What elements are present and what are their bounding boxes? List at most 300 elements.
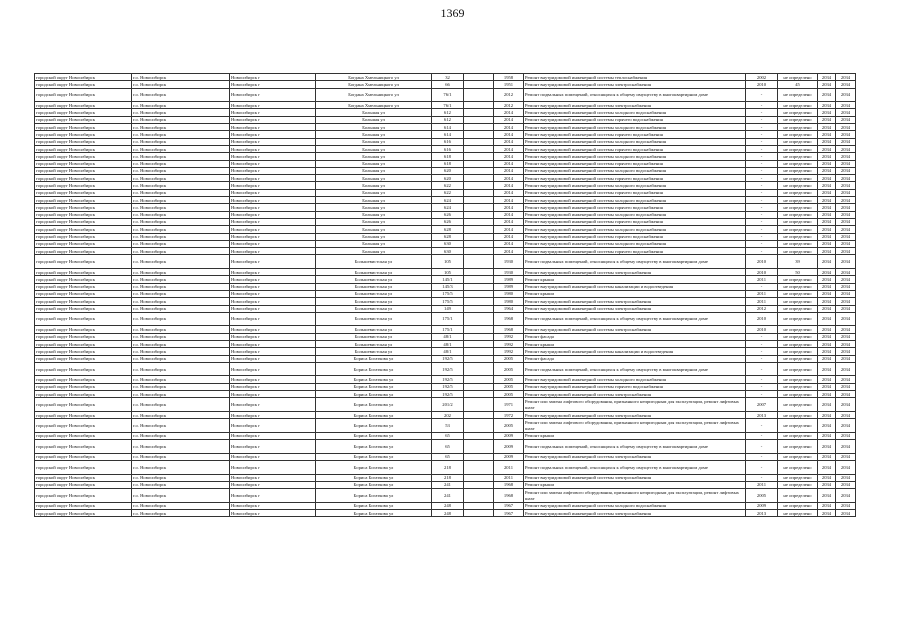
plan-start-cell: 2034 — [818, 312, 836, 326]
plan-end-cell: 2034 — [836, 326, 856, 333]
build-year-cell: 2014 — [494, 248, 524, 255]
last-repair-year-cell: - — [746, 88, 778, 102]
work-type-cell: Ремонт крыши — [524, 432, 746, 439]
plan-start-cell: 2034 — [818, 333, 836, 340]
last-repair-year-cell: - — [746, 145, 778, 152]
plan-end-cell: 2034 — [836, 298, 856, 305]
work-type-cell: Ремонт внутридомовой инженерной системы холодного водоснабжения — [524, 153, 746, 160]
street-cell: Большая ул — [316, 160, 432, 167]
last-repair-year-cell: - — [746, 376, 778, 383]
wear-cell: не определено — [778, 116, 818, 123]
locality-cell: Новосибирск г — [230, 391, 316, 398]
plan-start-cell: 2034 — [818, 510, 836, 517]
table-row — [35, 233, 856, 240]
work-type-cell: Ремонт внутридомовой инженерной системы горячего водоснабжения — [524, 248, 746, 255]
table-row — [35, 145, 856, 152]
build-year-cell: 1967 — [494, 502, 524, 509]
build-year-cell: 2005 — [494, 391, 524, 398]
wear-cell: не определено — [778, 175, 818, 182]
municipality-cell: городской округ Новосибирск — [35, 326, 132, 333]
plan-start-cell: 2034 — [818, 355, 836, 362]
work-type-cell: Ремонт внутридомовой инженерной системы холодного водоснабжения — [524, 502, 746, 509]
house-number-cell: 218 — [432, 461, 464, 475]
work-type-cell: Ремонт крыши — [524, 276, 746, 283]
locality-cell: Новосибирск г — [230, 432, 316, 439]
locality-cell: Новосибирск г — [230, 348, 316, 355]
last-repair-year-cell: 2013 — [746, 411, 778, 418]
district-cell: г.о. Новосибирск — [132, 175, 230, 182]
spacer-cell — [464, 481, 494, 488]
spacer-cell — [464, 474, 494, 481]
plan-start-cell: 2034 — [818, 81, 836, 88]
build-year-cell: 2014 — [494, 124, 524, 131]
plan-start-cell: 2034 — [818, 276, 836, 283]
build-year-cell: 1992 — [494, 333, 524, 340]
build-year-cell: 2005 — [494, 355, 524, 362]
municipality-cell: городской округ Новосибирск — [35, 340, 132, 347]
spacer-cell — [464, 326, 494, 333]
municipality-cell: городской округ Новосибирск — [35, 240, 132, 247]
house-number-cell: 626 — [432, 218, 464, 225]
build-year-cell: 1964 — [494, 305, 524, 312]
house-number-cell: 175/5 — [432, 298, 464, 305]
spacer-cell — [464, 226, 494, 233]
locality-cell: Новосибирск г — [230, 411, 316, 418]
work-type-cell: Ремонт внутридомовой инженерной системы горячего водоснабжения — [524, 189, 746, 196]
locality-cell: Новосибирск г — [230, 355, 316, 362]
work-type-cell: Ремонт подвальных помещений, относящихся к общему имуществу в многоквартирном доме — [524, 88, 746, 102]
spacer-cell — [464, 88, 494, 102]
house-number-cell: 48/1 — [432, 340, 464, 347]
plan-end-cell: 2034 — [836, 145, 856, 152]
house-number-cell: 614 — [432, 131, 464, 138]
plan-end-cell: 2034 — [836, 333, 856, 340]
work-type-cell: Ремонт подвальных помещений, относящихся к общему имуществу в многоквартирном доме — [524, 440, 746, 454]
municipality-cell: городской округ Новосибирск — [35, 312, 132, 326]
locality-cell: Новосибирск г — [230, 276, 316, 283]
locality-cell: Новосибирск г — [230, 160, 316, 167]
spacer-cell — [464, 138, 494, 145]
house-number-cell: 76/1 — [432, 102, 464, 109]
house-number-cell: 612 — [432, 116, 464, 123]
municipality-cell: городской округ Новосибирск — [35, 160, 132, 167]
street-cell: Большевистская ул — [316, 333, 432, 340]
work-type-cell: Ремонт крыши — [524, 481, 746, 488]
build-year-cell: 1968 — [494, 489, 524, 503]
municipality-cell: городской округ Новосибирск — [35, 204, 132, 211]
last-repair-year-cell: - — [746, 175, 778, 182]
build-year-cell: 2014 — [494, 175, 524, 182]
last-repair-year-cell: - — [746, 362, 778, 376]
last-repair-year-cell: 2010 — [746, 269, 778, 276]
plan-end-cell: 2034 — [836, 138, 856, 145]
municipality-cell: городской округ Новосибирск — [35, 440, 132, 454]
locality-cell: Новосибирск г — [230, 248, 316, 255]
municipality-cell: городской округ Новосибирск — [35, 124, 132, 131]
plan-end-cell: 2034 — [836, 461, 856, 475]
plan-end-cell: 2034 — [836, 383, 856, 390]
house-number-cell: 622 — [432, 182, 464, 189]
table-row — [35, 383, 856, 390]
locality-cell: Новосибирск г — [230, 81, 316, 88]
municipality-cell: городской округ Новосибирск — [35, 131, 132, 138]
spacer-cell — [464, 355, 494, 362]
wear-cell: не определено — [778, 276, 818, 283]
plan-end-cell: 2034 — [836, 248, 856, 255]
street-cell: Бориса Богаткова ул — [316, 383, 432, 390]
house-number-cell: 614 — [432, 124, 464, 131]
plan-start-cell: 2034 — [818, 362, 836, 376]
plan-start-cell: 2034 — [818, 376, 836, 383]
locality-cell: Новосибирск г — [230, 283, 316, 290]
street-cell: Бориса Богаткова ул — [316, 510, 432, 517]
locality-cell: Новосибирск г — [230, 153, 316, 160]
street-cell: Большая ул — [316, 182, 432, 189]
plan-start-cell: 2034 — [818, 109, 836, 116]
table-row — [35, 211, 856, 218]
work-type-cell: Ремонт внутридомовой инженерной системы электроснабжения — [524, 474, 746, 481]
table-row — [35, 419, 856, 433]
plan-end-cell: 2034 — [836, 391, 856, 398]
build-year-cell: 2014 — [494, 182, 524, 189]
municipality-cell: городской округ Новосибирск — [35, 218, 132, 225]
municipality-cell: городской округ Новосибирск — [35, 81, 132, 88]
street-cell: Бориса Богаткова ул — [316, 440, 432, 454]
table-row — [35, 248, 856, 255]
build-year-cell: 1989 — [494, 283, 524, 290]
table-row — [35, 88, 856, 102]
spacer-cell — [464, 218, 494, 225]
plan-end-cell: 2034 — [836, 362, 856, 376]
spacer-cell — [464, 290, 494, 297]
wear-cell: не определено — [778, 167, 818, 174]
wear-cell: не определено — [778, 189, 818, 196]
district-cell: г.о. Новосибирск — [132, 116, 230, 123]
work-type-cell: Ремонт внутридомовой инженерной системы электроснабжения — [524, 269, 746, 276]
work-type-cell: Ремонт внутридомовой инженерной системы электроснабжения — [524, 326, 746, 333]
locality-cell: Новосибирск г — [230, 145, 316, 152]
district-cell: г.о. Новосибирск — [132, 362, 230, 376]
spacer-cell — [464, 197, 494, 204]
district-cell: г.о. Новосибирск — [132, 340, 230, 347]
table-row — [35, 489, 856, 503]
house-number-cell: 105 — [432, 255, 464, 269]
table-row — [35, 391, 856, 398]
street-cell: Бориса Богаткова ул — [316, 419, 432, 433]
street-cell: Бориса Богаткова ул — [316, 502, 432, 509]
work-type-cell: Ремонт подвальных помещений, относящихся к общему имуществу в многоквартирном доме — [524, 255, 746, 269]
work-type-cell: Ремонт подвальных помещений, относящихся к общему имуществу в многоквартирном доме — [524, 312, 746, 326]
plan-start-cell: 2034 — [818, 116, 836, 123]
spacer-cell — [464, 283, 494, 290]
street-cell: Большевистская ул — [316, 298, 432, 305]
street-cell: Большая ул — [316, 131, 432, 138]
wear-cell: не определено — [778, 138, 818, 145]
street-cell: Большая ул — [316, 240, 432, 247]
plan-end-cell: 2034 — [836, 453, 856, 460]
table-row — [35, 153, 856, 160]
table-row — [35, 481, 856, 488]
house-number-cell: 149 — [432, 305, 464, 312]
last-repair-year-cell: 2013 — [746, 510, 778, 517]
locality-cell: Новосибирск г — [230, 398, 316, 412]
house-number-cell: 612 — [432, 109, 464, 116]
municipality-cell: городской округ Новосибирск — [35, 391, 132, 398]
last-repair-year-cell: 2010 — [746, 312, 778, 326]
table-row — [35, 355, 856, 362]
wear-cell: не определено — [778, 312, 818, 326]
wear-cell: не определено — [778, 510, 818, 517]
last-repair-year-cell: - — [746, 167, 778, 174]
spacer-cell — [464, 376, 494, 383]
spacer-cell — [464, 131, 494, 138]
spacer-cell — [464, 419, 494, 433]
last-repair-year-cell: - — [746, 474, 778, 481]
district-cell: г.о. Новосибирск — [132, 312, 230, 326]
plan-start-cell: 2034 — [818, 197, 836, 204]
wear-cell: не определено — [778, 283, 818, 290]
house-number-cell: 630 — [432, 240, 464, 247]
district-cell: г.о. Новосибирск — [132, 481, 230, 488]
municipality-cell: городской округ Новосибирск — [35, 474, 132, 481]
work-type-cell: Ремонт внутридомовой инженерной системы горячего водоснабжения — [524, 204, 746, 211]
plan-end-cell: 2034 — [836, 348, 856, 355]
district-cell: г.о. Новосибирск — [132, 440, 230, 454]
work-type-cell: Ремонт внутридомовой инженерной системы холодного водоснабжения — [524, 109, 746, 116]
last-repair-year-cell: - — [746, 138, 778, 145]
municipality-cell: городской округ Новосибирск — [35, 362, 132, 376]
district-cell: г.о. Новосибирск — [132, 290, 230, 297]
table-row — [35, 109, 856, 116]
house-number-cell: 192/5 — [432, 362, 464, 376]
house-number-cell: 241 — [432, 489, 464, 503]
house-number-cell: 48/1 — [432, 333, 464, 340]
last-repair-year-cell: 2009 — [746, 502, 778, 509]
plan-start-cell: 2034 — [818, 298, 836, 305]
street-cell: Большевистская ул — [316, 255, 432, 269]
build-year-cell: 2011 — [494, 474, 524, 481]
locality-cell: Новосибирск г — [230, 383, 316, 390]
municipality-cell: городской округ Новосибирск — [35, 481, 132, 488]
street-cell: Большая ул — [316, 124, 432, 131]
house-number-cell: 175/1 — [432, 312, 464, 326]
district-cell: г.о. Новосибирск — [132, 298, 230, 305]
street-cell: Большая ул — [316, 211, 432, 218]
spacer-cell — [464, 502, 494, 509]
last-repair-year-cell: - — [746, 233, 778, 240]
work-type-cell: Ремонт фасада — [524, 333, 746, 340]
municipality-cell: городской округ Новосибирск — [35, 255, 132, 269]
plan-start-cell: 2034 — [818, 269, 836, 276]
house-number-cell: 624 — [432, 197, 464, 204]
work-type-cell: Ремонт внутридомовой инженерной системы теплоснабжения — [524, 74, 746, 81]
wear-cell: не определено — [778, 502, 818, 509]
last-repair-year-cell: - — [746, 248, 778, 255]
table-row — [35, 312, 856, 326]
locality-cell: Новосибирск г — [230, 109, 316, 116]
plan-end-cell: 2034 — [836, 255, 856, 269]
wear-cell: не определено — [778, 348, 818, 355]
district-cell: г.о. Новосибирск — [132, 88, 230, 102]
last-repair-year-cell: - — [746, 124, 778, 131]
table-row — [35, 240, 856, 247]
work-type-cell: Ремонт внутридомовой инженерной системы горячего водоснабжения — [524, 233, 746, 240]
build-year-cell: 2011 — [494, 461, 524, 475]
spacer-cell — [464, 102, 494, 109]
municipality-cell: городской округ Новосибирск — [35, 461, 132, 475]
last-repair-year-cell: - — [746, 116, 778, 123]
last-repair-year-cell: - — [746, 131, 778, 138]
last-repair-year-cell: - — [746, 432, 778, 439]
plan-end-cell: 2034 — [836, 160, 856, 167]
district-cell: г.о. Новосибирск — [132, 502, 230, 509]
locality-cell: Новосибирск г — [230, 489, 316, 503]
street-cell: Большая ул — [316, 197, 432, 204]
plan-end-cell: 2034 — [836, 340, 856, 347]
table-row — [35, 269, 856, 276]
municipality-cell: городской округ Новосибирск — [35, 175, 132, 182]
district-cell: г.о. Новосибирск — [132, 489, 230, 503]
municipality-cell: городской округ Новосибирск — [35, 109, 132, 116]
build-year-cell: 2014 — [494, 204, 524, 211]
district-cell: г.о. Новосибирск — [132, 355, 230, 362]
table-row — [35, 182, 856, 189]
plan-start-cell: 2034 — [818, 74, 836, 81]
build-year-cell: 1968 — [494, 326, 524, 333]
spacer-cell — [464, 124, 494, 131]
street-cell: Бориса Богаткова ул — [316, 474, 432, 481]
work-type-cell: Ремонт внутридомовой инженерной системы горячего водоснабжения — [524, 131, 746, 138]
wear-cell: не определено — [778, 419, 818, 433]
district-cell: г.о. Новосибирск — [132, 131, 230, 138]
locality-cell: Новосибирск г — [230, 131, 316, 138]
house-number-cell: 218 — [432, 474, 464, 481]
spacer-cell — [464, 362, 494, 376]
plan-end-cell: 2034 — [836, 376, 856, 383]
table-row — [35, 160, 856, 167]
spacer-cell — [464, 255, 494, 269]
street-cell: Большая ул — [316, 189, 432, 196]
plan-start-cell: 2034 — [818, 226, 836, 233]
municipality-cell: городской округ Новосибирск — [35, 276, 132, 283]
locality-cell: Новосибирск г — [230, 269, 316, 276]
work-type-cell: Ремонт внутридомовой инженерной системы электроснабжения — [524, 102, 746, 109]
district-cell: г.о. Новосибирск — [132, 276, 230, 283]
work-type-cell: Ремонт внутридомовой инженерной системы холодного водоснабжения — [524, 182, 746, 189]
table-row — [35, 290, 856, 297]
street-cell: Богдана Хмельницкого ул — [316, 88, 432, 102]
last-repair-year-cell: - — [746, 333, 778, 340]
house-number-cell: 626 — [432, 211, 464, 218]
plan-start-cell: 2034 — [818, 290, 836, 297]
wear-cell: не определено — [778, 305, 818, 312]
spacer-cell — [464, 276, 494, 283]
district-cell: г.о. Новосибирск — [132, 218, 230, 225]
build-year-cell: 2014 — [494, 167, 524, 174]
street-cell: Большая ул — [316, 175, 432, 182]
street-cell: Большая ул — [316, 109, 432, 116]
municipality-cell: городской округ Новосибирск — [35, 182, 132, 189]
build-year-cell: 2012 — [494, 88, 524, 102]
last-repair-year-cell: - — [746, 189, 778, 196]
work-type-cell: Ремонт внутридомовой инженерной системы горячего водоснабжения — [524, 145, 746, 152]
last-repair-year-cell: 2010 — [746, 326, 778, 333]
house-number-cell: 616 — [432, 145, 464, 152]
plan-end-cell: 2034 — [836, 305, 856, 312]
district-cell: г.о. Новосибирск — [132, 376, 230, 383]
repair-register-table — [34, 73, 856, 517]
build-year-cell: 2014 — [494, 153, 524, 160]
municipality-cell: городской округ Новосибирск — [35, 226, 132, 233]
plan-start-cell: 2034 — [818, 131, 836, 138]
spacer-cell — [464, 440, 494, 454]
plan-start-cell: 2034 — [818, 348, 836, 355]
plan-end-cell: 2034 — [836, 116, 856, 123]
spacer-cell — [464, 240, 494, 247]
plan-end-cell: 2034 — [836, 233, 856, 240]
table-row — [35, 298, 856, 305]
municipality-cell: городской округ Новосибирск — [35, 197, 132, 204]
spacer-cell — [464, 461, 494, 475]
municipality-cell: городской округ Новосибирск — [35, 138, 132, 145]
table-row — [35, 333, 856, 340]
plan-end-cell: 2034 — [836, 411, 856, 418]
build-year-cell: 2014 — [494, 145, 524, 152]
wear-cell: 45 — [778, 81, 818, 88]
district-cell: г.о. Новосибирск — [132, 102, 230, 109]
district-cell: г.о. Новосибирск — [132, 411, 230, 418]
build-year-cell: 2009 — [494, 440, 524, 454]
wear-cell: не определено — [778, 226, 818, 233]
plan-start-cell: 2034 — [818, 305, 836, 312]
house-number-cell: 66 — [432, 81, 464, 88]
plan-start-cell: 2034 — [818, 248, 836, 255]
plan-end-cell: 2034 — [836, 276, 856, 283]
plan-end-cell: 2034 — [836, 240, 856, 247]
locality-cell: Новосибирск г — [230, 376, 316, 383]
municipality-cell: городской округ Новосибирск — [35, 189, 132, 196]
build-year-cell: 1968 — [494, 312, 524, 326]
last-repair-year-cell: 2012 — [746, 305, 778, 312]
locality-cell: Новосибирск г — [230, 419, 316, 433]
house-number-cell: 201/2 — [432, 398, 464, 412]
municipality-cell: городской округ Новосибирск — [35, 116, 132, 123]
wear-cell: не определено — [778, 481, 818, 488]
locality-cell: Новосибирск г — [230, 197, 316, 204]
district-cell: г.о. Новосибирск — [132, 182, 230, 189]
municipality-cell: городской округ Новосибирск — [35, 432, 132, 439]
plan-end-cell: 2034 — [836, 355, 856, 362]
table-row — [35, 510, 856, 517]
table-row — [35, 138, 856, 145]
plan-end-cell: 2034 — [836, 432, 856, 439]
build-year-cell: 2014 — [494, 109, 524, 116]
spacer-cell — [464, 398, 494, 412]
last-repair-year-cell: - — [746, 211, 778, 218]
locality-cell: Новосибирск г — [230, 240, 316, 247]
plan-start-cell: 2034 — [818, 233, 836, 240]
spacer-cell — [464, 312, 494, 326]
spacer-cell — [464, 383, 494, 390]
work-type-cell: Ремонт внутридомовой инженерной системы электроснабжения — [524, 453, 746, 460]
plan-end-cell: 2034 — [836, 197, 856, 204]
district-cell: г.о. Новосибирск — [132, 167, 230, 174]
municipality-cell: городской округ Новосибирск — [35, 383, 132, 390]
plan-end-cell: 2034 — [836, 204, 856, 211]
plan-start-cell: 2034 — [818, 489, 836, 503]
street-cell: Большевистская ул — [316, 283, 432, 290]
plan-end-cell: 2034 — [836, 189, 856, 196]
